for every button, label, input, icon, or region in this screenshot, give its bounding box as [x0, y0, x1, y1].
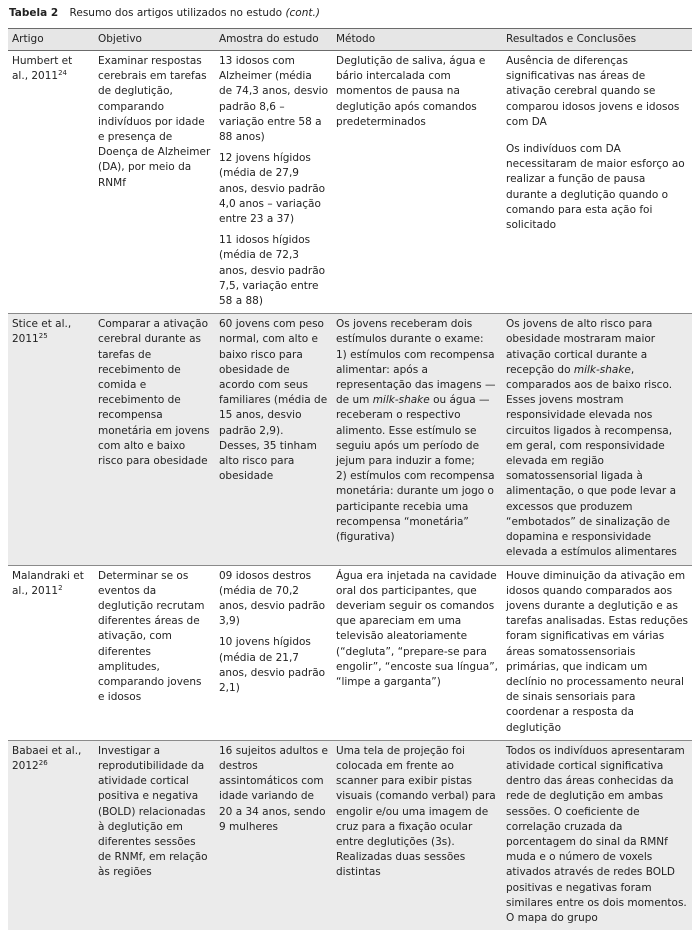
sample-paragraph: 10 jovens hígidos (média de 21,7 anos, desvio padrão 2,1)	[219, 636, 326, 694]
cell-sample	[215, 314, 332, 565]
reference-number: 26	[38, 758, 48, 767]
table-row	[8, 314, 692, 565]
cell-objective: Investigar a reprodutibilidade da atividade cortical positiva e negativa (BOLD) relacionadas à deglutição em diferentes sessões de RNMf, em relação às regiões	[94, 740, 215, 930]
column-header-artigo: Artigo	[8, 29, 94, 51]
cell-method: Água era injetada na cavidade oral dos participantes, que deveriam seguir os comandos que apareciam em uma televisão aleatoriamente (“degluta”, “prepare-se para engolir”, “encoste sua língua”, “limpe a garganta”)	[332, 565, 502, 740]
cell-method: Uma tela de projeção foi colocada em frente ao scanner para exibir pistas visuais (comando verbal) para engolir e/ou uma imagem de cruz para a fixação ocular entre deglutições (3s). Realizadas duas sessões distintas	[332, 740, 502, 930]
results-paragraph: Esses jovens mostram responsividade elevada nos circuitos ligados à recompensa, em geral, com responsividade elevada em região somatossensorial ligada à alimentação, o que pode levar a excessos que produzem “embotados” de sinalização de dopamina e responsividade elevada a estímulos alimentares	[506, 394, 677, 559]
cell-objective: Examinar respostas cerebrais em tarefas de deglutição, comparando indivíduos por idade e presença de Doença de Alzheimer (DA), por meio da RNMf	[94, 51, 215, 314]
reference-number: 25	[38, 332, 48, 341]
sample-paragraph: 12 jovens hígidos (média de 27,9 anos, desvio padrão 4,0 anos – variação entre 23 a 37)	[219, 152, 326, 226]
column-header-amostra: Amostra do estudo	[215, 29, 332, 51]
cell-results: Houve diminuição da ativação em idosos quando comparados aos jovens durante a deglutição e as tarefas analisadas. Estas reduções foram significativas em várias áreas somatossensoriais primárias, que indicam um declínio no processamento neural de sinais sensoriais para coordenar a resposta da deglutição	[502, 565, 692, 740]
sample-paragraph: 60 jovens com peso normal, com alto e baixo risco para obesidade de acordo com seus familiares (média de 15 anos, desvio padrão 2,9).	[219, 318, 328, 437]
sample-paragraph: Desses, 35 tinham alto risco para obesidade	[219, 439, 317, 483]
author-name: Malandraki et al., 2011	[12, 569, 84, 597]
method-stimulus-1: 1) estímulos com recompensa alimentar: após a representação das imagens — de um milk-shake ou água — receberam o respectivo alimento. Esse estímulo se seguiu após um período de jejum para induzir a fome;	[336, 348, 496, 468]
table-caption	[0, 0, 700, 28]
table-row	[8, 51, 692, 314]
table-title: Resumo dos artigos utilizados no estudo	[69, 7, 283, 19]
table-label: Tabela 2	[9, 7, 59, 19]
cell-objective: Determinar se os eventos da deglutição recrutam diferentes áreas de ativação, com diferentes amplitudes, comparando jovens e idosos	[94, 565, 215, 740]
cell-author	[8, 565, 94, 740]
results-paragraph: Ausência de diferenças significativas nas áreas de ativação cerebral quando se comparou idosos jovens e idosos com DA	[506, 55, 680, 128]
cell-objective: Comparar a ativação cerebral durante as tarefas de recebimento de comida e recebimento de recompensa monetária em jovens com alto e baixo risco para obesidade	[94, 314, 215, 565]
column-header-resultados: Resultados e Conclusões	[502, 29, 692, 51]
cell-sample: 16 sujeitos adultos e destros assintomáticos com idade variando de 20 a 34 anos, sendo 9 mulheres	[215, 740, 332, 930]
cell-sample	[215, 565, 332, 740]
table-continued: (cont.)	[285, 7, 320, 19]
column-header-metodo: Método	[332, 29, 502, 51]
cell-author	[8, 740, 94, 930]
summary-table	[8, 28, 692, 930]
results-paragraph: Os jovens de alto risco para obesidade mostraram maior ativação cortical durante a recepção do milk-shake, comparados aos de baixo risco.	[506, 318, 673, 392]
author-name: Babaei et al., 2012	[12, 744, 82, 772]
cell-results: Todos os indivíduos apresentaram atividade cortical significativa dentro das áreas conhecidas da rede de deglutição em ambas sessões. O coeficiente de correlação cruzada da porcentagem do sinal da RMNf muda e o número de voxels ativados através de redes BOLD positivas e negativas foram similares entre os dois momentos. O mapa do grupo	[502, 740, 692, 930]
sample-paragraph: 11 idosos hígidos (média de 72,3 anos, desvio padrão 7,5, variação entre 58 a 88)	[219, 234, 326, 308]
cell-method	[332, 314, 502, 565]
author-name: Humbert et al., 2011	[12, 55, 73, 83]
method-intro: Os jovens receberam dois estímulos durante o exame:	[336, 318, 484, 346]
cell-sample	[215, 51, 332, 314]
cell-method: Deglutição de saliva, água e bário intercalada com momentos de pausa na deglutição após comandos predeterminados	[332, 51, 502, 314]
sample-paragraph: 09 idosos destros (média de 70,2 anos, desvio padrão 3,9)	[219, 569, 326, 628]
sample-paragraph: 13 idosos com Alzheimer (média de 74,3 anos, desvio padrão 8,6 – variação entre 58 a 88 anos)	[219, 55, 328, 144]
reference-number: 2	[58, 583, 63, 592]
cell-author	[8, 314, 94, 565]
table-row	[8, 740, 692, 930]
cell-author	[8, 51, 94, 314]
cell-results	[502, 51, 692, 314]
table-header-row	[8, 29, 692, 51]
author-name: Stice et al., 2011	[12, 318, 72, 346]
method-stimulus-2: 2) estímulos com recompensa monetária: durante um jogo o participante recebia uma recompensa “monetária” (figurativa)	[336, 470, 495, 544]
table-row	[8, 565, 692, 740]
reference-number: 24	[58, 69, 68, 78]
column-header-objetivo: Objetivo	[94, 29, 215, 51]
cell-results	[502, 314, 692, 565]
results-paragraph: Os indivíduos com DA necessitaram de maior esforço ao realizar a função de pausa durante a deglutição quando o comando para esta ação foi solicitado	[506, 143, 685, 232]
